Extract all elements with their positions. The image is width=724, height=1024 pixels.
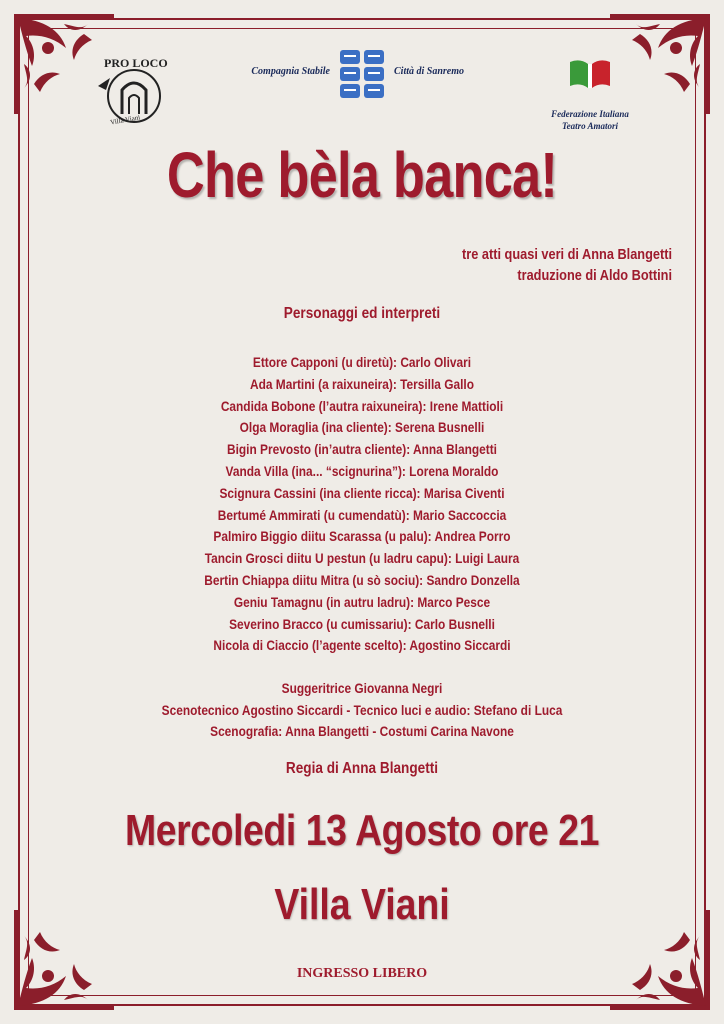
federation-name (520, 108, 660, 132)
cast-heading: Personaggi ed interpreti (283, 305, 441, 322)
cast-item: Ettore Capponi (u diretù): Carlo Olivari (252, 354, 472, 370)
cast-item: Geniu Tamagnu (in autru ladru): Marco Pesce (233, 593, 491, 610)
federation-line-2: Teatro Amatori (561, 121, 619, 131)
event-venue: Villa Viani (274, 880, 450, 929)
crew-item: Suggeritrice Giovanna Negri (281, 680, 443, 696)
crew-list (54, 678, 669, 743)
fita-logo-icon (566, 56, 614, 92)
cast-item: Palmiro Biggio diitu Scarassa (u palu): Andrea Porro (213, 528, 511, 545)
cast-item: Bertin Chiappa diitu Mitra (u sò sociu): Sandro Donzella (204, 571, 520, 588)
city-name: Città di Sanremo (394, 66, 465, 77)
cast-item: Ada Martini (a raixuneira): Tersilla Gallo (250, 375, 474, 392)
cast-item: Tancin Grosci diitu U pestun (u ladru capu): Luigi Laura (204, 550, 520, 567)
translator-line: traduzione di Aldo Bottini (517, 267, 672, 284)
cast-item: Nicola di Ciaccio (l’agente scelto): Agostino Siccardi (213, 637, 511, 654)
proloco-label: PRO LOCO (104, 56, 168, 70)
corner-ornament-top-right (600, 4, 720, 124)
cast-item: Severino Bracco (u cumissariu): Carlo Busnelli (229, 615, 495, 632)
cast-item: Vanda Villa (ina... “scignurina”): Lorena Moraldo (225, 462, 499, 479)
crew-item: Scenografia: Anna Blangetti - Costumi Carina Navone (210, 723, 514, 739)
cast-item: Bertumé Ammirati (u cumendatù): Mario Saccoccia (217, 506, 507, 523)
cast-item: Bigin Prevosto (in’autra cliente): Anna Blangetti (227, 441, 497, 458)
cast-item: Candida Bobone (l’autra raixuneira): Irene Mattioli (220, 397, 504, 414)
federation-line-1: Federazione Italiana (551, 109, 629, 119)
director-credit: Regia di Anna Blangetti (285, 760, 439, 777)
event-date: Mercoledi 13 Agosto ore 21 (125, 806, 599, 855)
proloco-subtitle: Villa Viani (109, 113, 141, 127)
cast-list (54, 352, 669, 657)
company-name: Compagnia Stabile (251, 66, 330, 77)
cast-item: Scignura Cassini (ina cliente ricca): Marisa Civenti (219, 484, 505, 501)
cast-item: Olga Moraglia (ina cliente): Serena Busnelli (239, 419, 485, 436)
author-line: tre atti quasi veri di Anna Blangetti (462, 246, 672, 263)
crew-item: Scenotecnico Agostino Siccardi - Tecnico luci e audio: Stefano di Luca (161, 701, 563, 718)
play-title: Che bèla banca! (166, 139, 558, 211)
play-credits (462, 244, 672, 286)
admission-note: INGRESSO LIBERO (296, 966, 428, 981)
theatre-masks-logo-icon (338, 48, 386, 100)
